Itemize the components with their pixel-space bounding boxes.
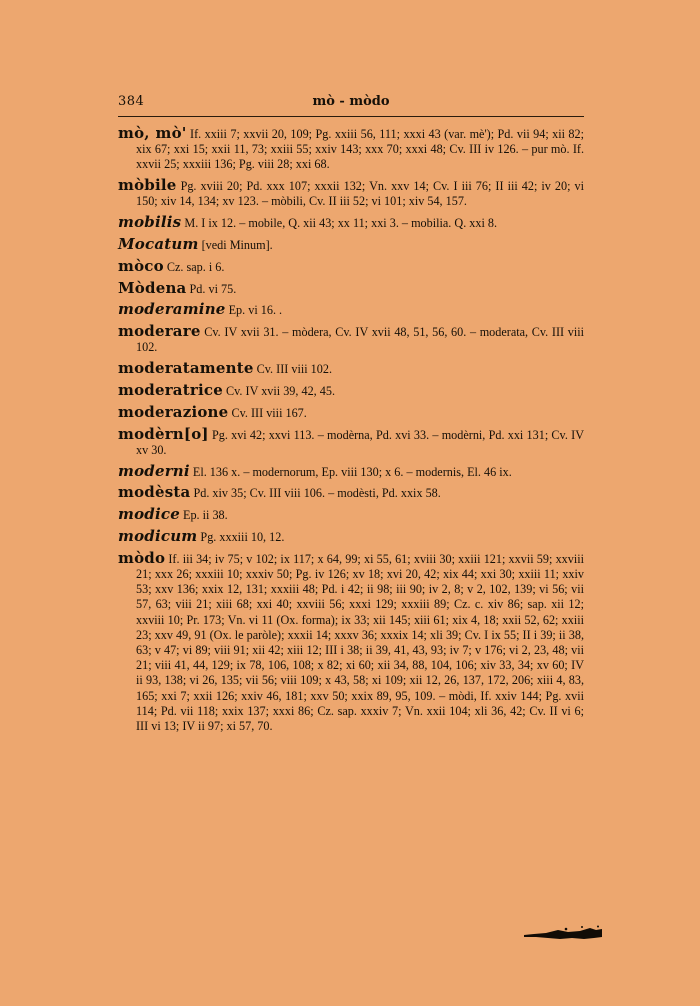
entry-list: [118, 126, 584, 740]
entry-references: Pg. xvi 42; xxvi 113. – modèrna, Pd. xvi 33. – modèrni, Pd. xxi 131; Cv. IV xv 30.: [136, 427, 584, 457]
dictionary-entry: [118, 278, 584, 297]
dictionary-entry: [118, 380, 584, 399]
entry-references: If. xxiii 7; xxvii 20, 109; Pg. xxiii 56, 111; xxxi 43 (var. mè'); Pd. vii 94; xii 82; xix 67; xxi 15; xxii 11, 73; xxiii 55; xxiv 143; xxx 70; xxxi 48; Cv. III iv 126. – pur mò. If. xxvii 25; xxxiii 136; Pg. viii 28; xxi 68.: [136, 127, 585, 172]
dictionary-entry: [118, 526, 584, 545]
entry-references: [vedi Minum].: [201, 238, 273, 252]
dictionary-entry: [118, 548, 585, 734]
entry-references: Cv. III viii 102.: [256, 362, 332, 377]
dictionary-entry: [118, 237, 584, 253]
entry-references: Pg. xviii 20; Pd. xxx 107; xxxii 132; Vn. xxv 14; Cv. I iii 76; II iii 42; iv 20; vi 150; xiv 14, 134; xv 123. – mòbili, Cv. II iii 52; vi 101; xiv 54, 157.: [136, 179, 585, 209]
entry-references: Pg. xxxiii 10, 12.: [200, 529, 285, 544]
dictionary-entry: [118, 461, 584, 480]
dictionary-entry: [118, 485, 584, 501]
entry-references: If. iii 34; iv 75; v 102; ix 117; x 64, 99; xi 55, 61; xviii 30; xxiii 121; xxvii 59; xxviii 21; xxx 26; xxxiii 10; xxxiv 50; Pg. iv 126; xv 18; xvi 20, 42; xix 44; xxi 30; xxiii 11; xxiv 53; xxv 136; xxix 12, 131; xxxiii 48; Pd. i 42; ii 98; iii 90; iv 2, 8; v 2, 102, 139; vi 56; vii 57, 63; viii 21; xiii 68; xxi 40; xxviii 56; xxxi 129; xxxiii 89; Cz. c. xiv 86; sap. xii 12; xxviii 10; Pr. 173; Vn. vi 11 (Ox. forma); ix 33; xii 145; xiii 61; xix 4, 18; xxii 52, 62; xxiii 23; xxv 49, 91 (Ox. le paròle); xxxii 14; xxxv 36; xxxix 14; xli 39; Cv. I ix 55; II i 39; ii 38, 63; v 47; vi 89; viii 91; xii 42; xiii 12; III i 38; ii 39, 41, 43, 93; iv 7; v 176; vi 2, 23, 48; vii 21; viii 41, 44, 129; ix 78, 106, 108; x 82; xi 60; xii 34, 88, 104, 106; xiv 33, 34; xv 60; IV ii 93, 138; vi 26, 135; vii 56; viii 109; x 43, 58; xi 109; xii 12, 26, 137, 172, 206; xiii 4, 83, 165; xxi 7; xxii 126; xxiv 46, 181; xxv 50; xxix 89, 95, 109. – mòdi, If. xxiv 144; Pg. xvii 114; Pd. vii 118; xxix 137; xxxi 86; Cz. sap. xxxiv 7; Vn. xxii 104; xli 36, 42; Cv. II vi 6; III vi 13; IV ii 97; xi 57, 70.: [136, 551, 585, 733]
entry-references: Pd. xiv 35; Cv. III viii 106. – modèsti, Pd. xxix 58.: [193, 486, 441, 501]
entry-references: Ep. ii 38.: [183, 508, 228, 523]
entry-lemma: Mòdena: [118, 278, 187, 297]
dictionary-entry: [118, 324, 584, 355]
dictionary-entry: [118, 126, 584, 173]
entry-lemma: modicum: [118, 526, 198, 545]
entry-references: Cv. IV xvii 31. – mòdera, Cv. IV xvii 48, 51, 56, 60. – moderata, Cv. III viii 102.: [136, 325, 584, 355]
dictionary-entry: [118, 256, 584, 275]
entry-lemma: mò, mò': [118, 124, 187, 142]
entry-lemma: mobilis: [118, 213, 182, 232]
end-ornament-icon: [524, 924, 602, 942]
entry-lemma: moderare: [118, 322, 201, 341]
entry-lemma: modèsta: [118, 483, 191, 502]
entry-references: Ep. vi 16. .: [228, 303, 283, 318]
dictionary-entry: [118, 402, 584, 421]
entry-references: Cv. III viii 167.: [231, 405, 307, 420]
entry-lemma: moderamine: [118, 300, 226, 319]
dictionary-entry: [118, 424, 584, 458]
entry-lemma: modice: [118, 505, 180, 524]
dictionary-entry: [118, 215, 584, 231]
page-header: [118, 94, 584, 114]
header-rule: [118, 116, 584, 117]
entry-lemma: Mocatum: [118, 235, 199, 253]
entry-references: El. 136 x. – modernorum, Ep. viii 130; x 6. – modernis, El. 46 ix.: [192, 464, 512, 479]
entry-lemma: moderni: [118, 461, 190, 480]
entry-lemma: modèrn[o]: [118, 424, 209, 443]
entry-references: Cz. sap. i 6.: [166, 259, 225, 274]
entry-references: Cv. IV xvii 39, 42, 45.: [225, 383, 335, 398]
entry-lemma: moderatamente: [118, 359, 254, 378]
dictionary-entry: [118, 178, 584, 209]
entry-lemma: mòdo: [118, 548, 166, 567]
entry-lemma: moderazione: [118, 402, 229, 421]
entry-lemma: mòco: [118, 256, 164, 275]
entry-references: Pd. vi 75.: [189, 281, 237, 296]
dictionary-entry: [118, 507, 584, 523]
dictionary-entry: [118, 361, 584, 377]
entry-references: M. I ix 12. – mobile, Q. xii 43; xx 11; xxi 3. – mobilia. Q. xxi 8.: [184, 216, 498, 231]
running-head: mò - mòdo: [312, 94, 390, 109]
dictionary-entry: [118, 302, 584, 318]
entry-lemma: moderatrice: [118, 380, 223, 399]
page-number: 384: [118, 94, 145, 109]
entry-lemma: mòbile: [118, 176, 177, 195]
